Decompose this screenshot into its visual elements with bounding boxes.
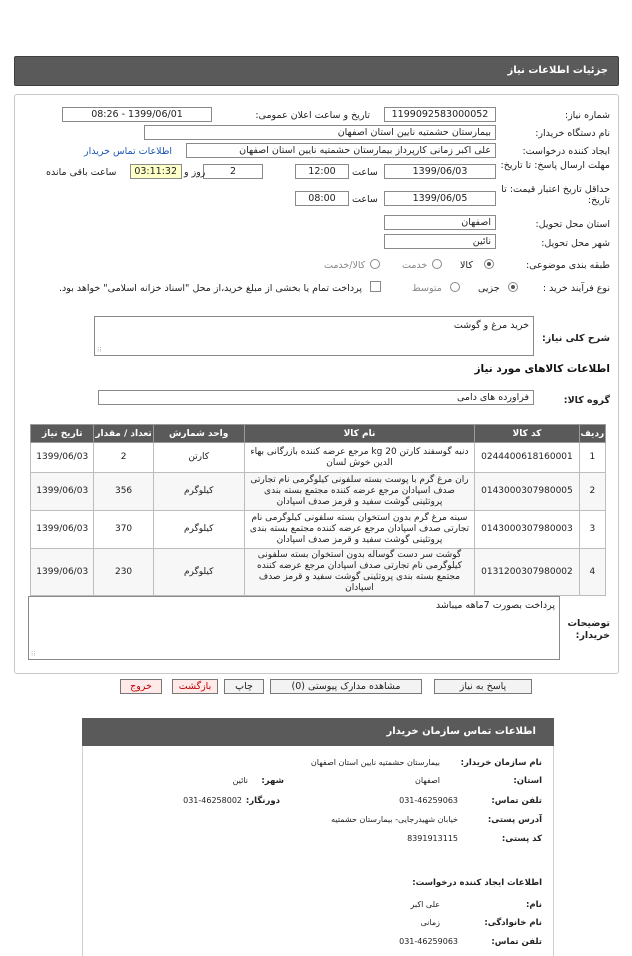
days-field[interactable]: 2 <box>203 164 263 179</box>
validity-time-field[interactable]: 08:00 <box>295 191 349 206</box>
buyer-org-label: نام دستگاه خریدار: <box>535 128 610 139</box>
cell-quantity: 230 <box>94 549 153 596</box>
cell-item-name: ران مرغ گرم با پوست بسته سلفونی کیلوگرمی نام تجارتی صدف اسپادان مرجع عرضه کننده مجتمع بسته بندی پروتئینی گوشت سفید و قرمز صدف اسپادان <box>244 473 475 511</box>
category-option-goods: کالا <box>460 260 473 271</box>
back-button[interactable]: بازگشت <box>172 679 218 694</box>
cell-need-date: 1399/06/03 <box>31 549 94 596</box>
category-option-service: خدمت <box>402 260 428 271</box>
col-quantity: تعداد / مقدار <box>94 425 153 443</box>
creator-last-name-value: زمانی <box>420 918 440 927</box>
cell-item-code: 0143000307980005 <box>475 473 579 511</box>
page-header <box>14 56 619 86</box>
col-item-name: نام کالا <box>244 425 475 443</box>
org-name-label: نام سازمان خریدار: <box>460 758 542 768</box>
items-table <box>30 424 606 596</box>
cell-row: 2 <box>579 473 605 511</box>
need-number-field[interactable]: 1199092583000052 <box>384 107 496 122</box>
notes-label-line1: توضیحات <box>567 618 610 629</box>
group-field[interactable]: فراورده های دامی <box>98 390 534 405</box>
description-label: شرح کلی نیاز: <box>541 333 610 344</box>
cell-item-code: 0143000307980003 <box>475 511 579 549</box>
resize-grip-icon[interactable]: ⁝⁝ <box>97 346 102 354</box>
cell-unit: کیلوگرم <box>153 549 244 596</box>
province-field[interactable]: اصفهان <box>384 215 496 230</box>
validity-date-field[interactable]: 1399/06/05 <box>384 191 496 206</box>
cell-unit: کیلوگرم <box>153 511 244 549</box>
announce-label: تاریخ و ساعت اعلان عمومی: <box>255 110 370 121</box>
col-need-date: تاریخ نیاز <box>31 425 94 443</box>
payment-note: پرداخت تمام یا بخشی از مبلغ خرید،از محل "اسناد خزانه اسلامی" خواهد بود. <box>59 283 362 294</box>
creator-label: ایجاد کننده درخواست: <box>522 146 610 157</box>
cell-item-code: 0244400618160001 <box>475 443 579 473</box>
deadline-label: مهلت ارسال پاسخ: تا تاریخ: <box>500 160 610 171</box>
days-label: روز و <box>184 167 206 178</box>
creator-phone-value: 031-46259063 <box>399 937 458 946</box>
cell-row: 3 <box>579 511 605 549</box>
category-radio-both[interactable] <box>370 259 380 269</box>
validity-label: حداقل تاریخ اعتبار قیمت: تا تاریخ: <box>501 184 610 206</box>
validity-time-label: ساعت <box>352 194 378 205</box>
contact-title: اطلاعات تماس سازمان خریدار <box>386 726 536 737</box>
purchase-option-minor: جزیی <box>478 283 500 294</box>
cell-unit: کارتن <box>153 443 244 473</box>
purchase-option-medium: متوسط <box>412 283 442 294</box>
cell-item-name: سینه مرغ گرم بدون استخوان بسته سلفونی کیلوگرمی نام تجارتی صدف اسپادان مرجع عرضه کننده مجتمع بسته بندی پروتئینی گوشت سفید و قرمز صدف اسپادان <box>244 511 475 549</box>
contact-postal-label: کد پستی: <box>501 834 542 844</box>
buyer-org-field[interactable]: بیمارستان حشمتیه نایین استان اصفهان <box>144 125 496 140</box>
contact-header <box>82 718 554 746</box>
buyer-contact-link[interactable]: اطلاعات تماس خریدار <box>84 146 173 157</box>
purchase-type-label: نوع فرآیند خرید : <box>542 283 610 294</box>
contact-phone-label: تلفن تماس: <box>491 796 542 806</box>
category-radio-goods[interactable] <box>484 259 494 269</box>
table-header-row <box>31 425 606 443</box>
group-label: گروه کالا: <box>563 395 610 406</box>
cell-unit: کیلوگرم <box>153 473 244 511</box>
remaining-label: ساعت باقی مانده <box>46 167 117 178</box>
buyer-contact-panel <box>82 718 554 956</box>
city-label: شهر محل تحویل: <box>541 238 610 249</box>
announce-field[interactable]: 1399/06/01 - 08:26 <box>62 107 212 122</box>
col-item-code: کد کالا <box>475 425 579 443</box>
col-unit: واحد شمارش <box>153 425 244 443</box>
cell-item-code: 0131200307980002 <box>475 549 579 596</box>
province-label: استان محل تحویل: <box>535 219 610 230</box>
contact-postal-value: 8391913115 <box>407 834 458 843</box>
contact-fax-value: 031-46258002 <box>183 796 242 805</box>
notes-textarea[interactable]: پرداخت بصورت 7ماهه میباشد <box>28 596 560 660</box>
notes-label-line2: خریدار: <box>575 630 610 641</box>
cell-quantity: 370 <box>94 511 153 549</box>
contact-address-label: آدرس پستی: <box>487 815 542 825</box>
reply-button[interactable]: پاسخ به نیاز <box>434 679 532 694</box>
page-title: جزئیات اطلاعات نیاز <box>507 65 608 76</box>
cell-need-date: 1399/06/03 <box>31 511 94 549</box>
org-name-value: بیمارستان حشمتیه نایین استان اصفهان <box>310 758 440 767</box>
category-label: طبقه بندی موضوعی: <box>525 260 610 271</box>
table-row[interactable] <box>31 511 606 549</box>
resize-grip-icon[interactable]: ⁝⁝ <box>31 650 36 658</box>
cell-need-date: 1399/06/03 <box>31 473 94 511</box>
contact-city-value: نائین <box>232 776 248 785</box>
city-field[interactable]: نائین <box>384 234 496 249</box>
description-textarea[interactable]: خرید مرغ و گوشت <box>94 316 534 356</box>
treasury-checkbox[interactable] <box>370 281 381 292</box>
creator-last-name-label: نام خانوادگی: <box>484 918 542 928</box>
cell-quantity: 2 <box>94 443 153 473</box>
purchase-radio-medium[interactable] <box>450 282 460 292</box>
cell-need-date: 1399/06/03 <box>31 443 94 473</box>
contact-address-value: خیابان شهیدرجایی- بیمارستان حشمتیه <box>331 815 458 824</box>
contact-province-label: استان: <box>513 776 542 786</box>
table-row[interactable] <box>31 473 606 511</box>
contact-phone-value: 031-46259063 <box>399 796 458 805</box>
remaining-time-field[interactable]: 03:11:32 <box>130 164 182 179</box>
creator-first-name-value: علی اکبر <box>410 900 440 909</box>
creator-phone-label: تلفن تماس: <box>491 937 542 947</box>
items-section-title: اطلاعات کالاهای مورد نیاز <box>474 363 610 375</box>
creator-section-title: اطلاعات ایجاد کننده درخواست: <box>412 878 542 888</box>
contact-province-value: اصفهان <box>414 776 440 785</box>
exit-button[interactable]: خروج <box>120 679 162 694</box>
cell-row: 1 <box>579 443 605 473</box>
contact-city-label: شهر: <box>261 776 284 786</box>
category-radio-service[interactable] <box>432 259 442 269</box>
purchase-radio-minor[interactable] <box>508 282 518 292</box>
cell-quantity: 356 <box>94 473 153 511</box>
table-row[interactable] <box>31 549 606 596</box>
need-number-label: شماره نیاز: <box>564 110 610 121</box>
deadline-date-field[interactable]: 1399/06/03 <box>384 164 496 179</box>
deadline-time-label: ساعت <box>352 167 378 178</box>
creator-field[interactable]: علی اکبر زمانی کارپرداز بیمارستان حشمتیه نایین استان اصفهان <box>186 143 496 158</box>
attachments-button[interactable]: مشاهده مدارک پیوستی (0) <box>270 679 422 694</box>
category-option-both: کالا/خدمت <box>324 260 366 271</box>
cell-item-name: دنبه گوسفند کارتن 20 kg مرجع عرضه کننده بازرگانی بهاء الدین خوش لسان <box>244 443 475 473</box>
col-row: ردیف <box>579 425 605 443</box>
deadline-time-field[interactable]: 12:00 <box>295 164 349 179</box>
contact-fax-label: دورنگار: <box>245 796 280 806</box>
table-row[interactable] <box>31 443 606 473</box>
print-button[interactable]: چاپ <box>224 679 264 694</box>
creator-first-name-label: نام: <box>525 900 542 910</box>
cell-item-name: گوشت سر دست گوساله بدون استخوان بسته سلفونی کیلوگرمی نام تجارتی صدف اسپادان مرجع عرضه کننده مجتمع بسته بندی پروتئینی گوشت سفید و قرمز صدف اسپادان <box>244 549 475 596</box>
cell-row: 4 <box>579 549 605 596</box>
